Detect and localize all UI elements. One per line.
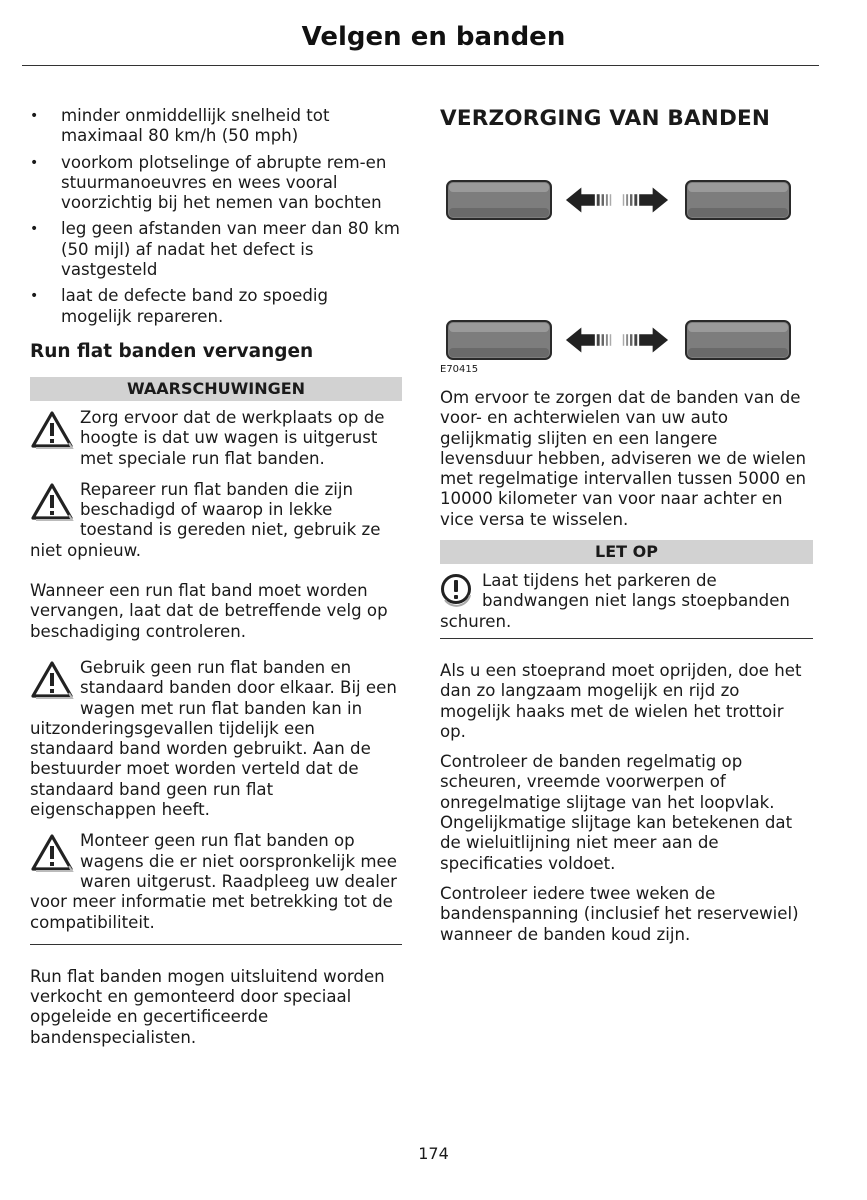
list-item: • leg geen afstanden van meer dan 80 km (50 mijl) af nadat het defect is vastgesteld <box>30 219 400 280</box>
note-block <box>440 571 813 632</box>
bullet-icon: • <box>30 154 39 171</box>
bullet-icon: • <box>30 288 39 305</box>
paragraph: Run flat banden mogen uitsluitend worden verkocht en gemonteerd door speciaal opgeleide en gecertificeerde bandenspecialisten. <box>30 966 385 1047</box>
bullet-icon: • <box>30 221 39 238</box>
warning-triangle-icon <box>30 482 74 522</box>
note-end-divider <box>440 638 813 639</box>
warning-block <box>30 658 402 820</box>
right-column <box>440 106 813 955</box>
warning-text: Gebruik geen run flat banden en standaard banden door elkaar. Bij een wagen met run flat banden kan in uitzonderingsgevallen tijdelijk een standaard band worden gebruikt. Aan de bestuurder moet worden verteld dat de standaard band geen run flat eigenschappen heeft. <box>30 657 397 820</box>
warning-text: Zorg ervoor dat de werkplaats op de hoogte is dat uw wagen is uitgerust met speciale run flat banden. <box>80 407 385 468</box>
page-title: Velgen en banden <box>301 22 566 52</box>
paragraph: Om ervoor te zorgen dat de banden van de voor- en achterwielen van uw auto gelijkmatig slijten en een langere levensduur hebben, adviseren we de wielen met regelmatige intervallen tussen 5000 en 10000 kilometer van voor naar achter en vice versa te wisselen. <box>440 388 807 529</box>
paragraph: Wanneer een run flat band moet worden vervangen, laat dat de betreffende velg op beschadiging controleren. <box>30 581 388 641</box>
list-item: • minder onmiddellijk snelheid tot maximaal 80 km/h (50 mph) <box>30 106 330 146</box>
tire-icon <box>446 180 552 220</box>
note-banner: LET OP <box>440 540 813 564</box>
tire-rotation-figure <box>440 158 813 358</box>
title-divider <box>22 65 819 66</box>
left-column <box>30 106 402 1058</box>
exclamation-circle-icon <box>440 573 474 607</box>
list-item: • laat de defecte band zo spoedig mogelijk repareren. <box>30 286 329 326</box>
warning-block <box>30 408 402 469</box>
figure-code: E70415 <box>440 364 479 375</box>
warning-block <box>30 831 402 932</box>
warning-triangle-icon <box>30 410 74 450</box>
note-text: Laat tijdens het parkeren de bandwangen niet langs stoepbanden schuren. <box>440 571 790 631</box>
warnings-banner: WAARSCHUWINGEN <box>30 377 402 401</box>
tire-icon <box>685 320 791 360</box>
double-arrow-icon <box>564 320 670 360</box>
paragraph: Controleer iedere twee weken de bandenspanning (inclusief het reservewiel) wanneer de banden koud zijn. <box>440 883 799 944</box>
warning-triangle-icon <box>30 833 74 873</box>
bullet-icon: • <box>30 108 39 124</box>
double-arrow-icon <box>564 180 670 220</box>
bullet-list <box>30 106 402 327</box>
tire-icon <box>446 320 552 360</box>
tire-icon <box>685 180 791 220</box>
list-item: • voorkom plotselinge of abrupte rem-en stuurmanoeuvres en wees vooral voorzichtig bij het nemen van bochten <box>30 152 387 213</box>
paragraph: Als u een stoeprand moet oprijden, doe het dan zo langzaam mogelijk en rijd zo mogelijk haaks met de wielen het trottoir op. <box>440 660 802 741</box>
paragraph: Controleer de banden regelmatig op scheuren, vreemde voorwerpen of onregelmatige slijtage van het loopvlak. Ongelijkmatige slijtage kan betekenen dat de wieluitlijning niet meer aan de specificaties voldoet. <box>440 752 793 873</box>
section-heading: VERZORGING VAN BANDEN <box>440 106 771 131</box>
warning-text: Monteer geen run flat banden op wagens die er niet oorspronkelijk mee waren uitgerust. Raadpleeg uw dealer voor meer informatie met betrekking tot de compatibiliteit. <box>30 831 397 932</box>
warnings-end-divider <box>30 944 402 945</box>
warning-text: Repareer run flat banden die zijn beschadigd of waarop in lekke toestand is gereden niet, gebruik ze niet opnieuw. <box>30 479 381 560</box>
page-number: 174 <box>418 1144 449 1163</box>
warning-triangle-icon <box>30 660 74 700</box>
warning-block <box>30 480 402 561</box>
section-subheading: Run flat banden vervangen <box>30 340 314 362</box>
